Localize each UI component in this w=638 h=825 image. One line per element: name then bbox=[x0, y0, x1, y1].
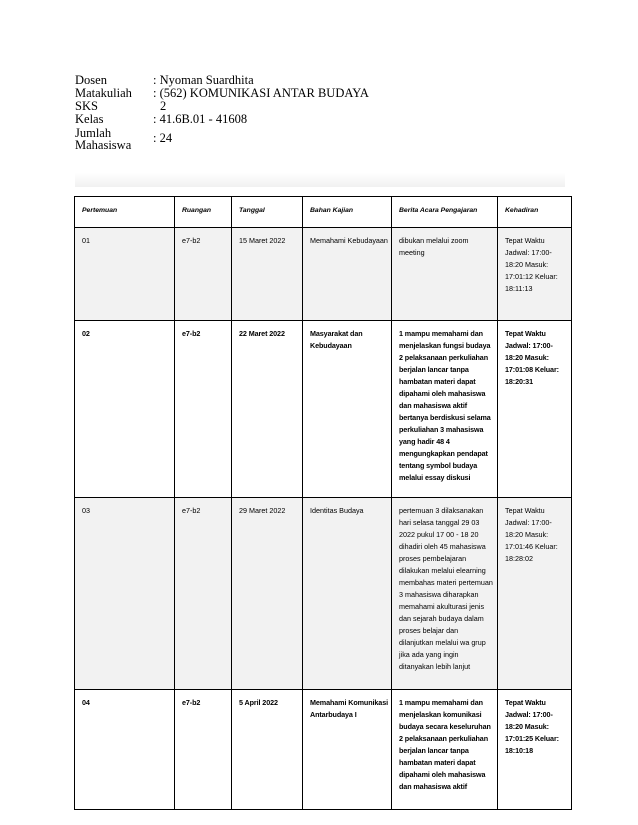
jumlah-label-line1: Jumlah bbox=[75, 125, 112, 140]
cell-kehadiran: Tepat Waktu Jadwal: 17:00-18:20 Masuk: 17:01:25 Keluar: 18:10:18 bbox=[498, 690, 572, 810]
cell-berita-acara: 1 mampu memahami dan menjelaskan fungsi budaya 2 pelaksanaan perkuliahan berjalan lancar tanpa hambatan materi dapat dipahami oleh mahasiswa dan mahasiswa aktif bertanya berdiskusi selama perkuliahan 3 mahasiswa yang hadir 48 4 mengungkapkan pendapat tentang symbol budaya melalui essay diskusi bbox=[392, 321, 498, 498]
cell-kehadiran: Tepat Waktu Jadwal: 17:00-18:20 Masuk: 17:01:46 Keluar: 18:28:02 bbox=[498, 498, 572, 690]
cell-kehadiran: Tepat Waktu Jadwal: 17:00-18:20 Masuk: 17:01:12 Keluar: 18:11:13 bbox=[498, 228, 572, 321]
cell-ruangan: e7-b2 bbox=[175, 690, 232, 810]
kelas-value: : 41.6B.01 - 41608 bbox=[153, 112, 248, 127]
cell-pertemuan: 02 bbox=[75, 321, 175, 498]
jumlah-value: : 24 bbox=[153, 131, 173, 146]
cell-bahan-kajian: Masyarakat dan Kebudayaan bbox=[303, 321, 392, 498]
dosen-label: Dosen bbox=[75, 73, 107, 87]
table-row bbox=[75, 228, 572, 321]
col-header-ruangan: Ruangan bbox=[175, 197, 232, 228]
cell-berita-acara: 1 mampu memahami dan menjelaskan komunikasi budaya secara keseluruhan 2 pelaksanaan perkuliahan berjalan lancar tanpa hambatan materi dapat dipahami oleh mahasiswa dan mahasiswa aktif bbox=[392, 690, 498, 810]
table-row bbox=[75, 498, 572, 690]
attendance-table bbox=[74, 196, 572, 810]
jumlah-label-line2: Mahasiswa bbox=[75, 138, 132, 152]
kelas-label: Kelas bbox=[75, 112, 104, 127]
dosen-value: : Nyoman Suardhita bbox=[153, 73, 254, 87]
sks-label: SKS bbox=[75, 99, 98, 114]
matakuliah-row bbox=[75, 87, 369, 100]
col-header-tanggal: Tanggal bbox=[232, 197, 303, 228]
matakuliah-label: Matakuliah bbox=[75, 86, 132, 101]
cell-ruangan: e7-b2 bbox=[175, 321, 232, 498]
cell-ruangan: e7-b2 bbox=[175, 498, 232, 690]
cell-berita-acara: pertemuan 3 dilaksanakan hari selasa tanggal 29 03 2022 pukul 17 00 - 18 20 dihadiri oleh 45 mahasiswa proses pembelajaran dilakukan melalui elearning membahas materi pertemuan 3 mahasiswa diharapkan memahami akulturasi jenis dan sejarah budaya dalam proses belajar dan dilanjutkan melalui wa grup jika ada yang ingin ditanyakan lebih lanjut bbox=[392, 498, 498, 690]
kelas-row bbox=[75, 113, 369, 126]
sks-value: 2 bbox=[160, 99, 167, 114]
col-header-bahan-kajian: Bahan Kajian bbox=[303, 197, 392, 228]
cell-bahan-kajian: Identitas Budaya bbox=[303, 498, 392, 690]
cell-tanggal: 29 Maret 2022 bbox=[232, 498, 303, 690]
col-header-berita-acara: Berita Acara Pengajaran bbox=[392, 197, 498, 228]
cell-ruangan: e7-b2 bbox=[175, 228, 232, 321]
cell-berita-acara: dibukan melalui zoom meeting bbox=[392, 228, 498, 321]
table-header-row bbox=[75, 197, 572, 228]
jumlah-label bbox=[75, 127, 153, 152]
cell-tanggal: 5 April 2022 bbox=[232, 690, 303, 810]
cell-bahan-kajian: Memahami Kebudayaan bbox=[303, 228, 392, 321]
cell-bahan-kajian: Memahami Komunikasi Antarbudaya I bbox=[303, 690, 392, 810]
cell-kehadiran: Tepat Waktu Jadwal: 17:00-18:20 Masuk: 17:01:08 Keluar: 18:20:31 bbox=[498, 321, 572, 498]
col-header-pertemuan: Pertemuan bbox=[75, 197, 175, 228]
course-info bbox=[75, 74, 369, 152]
matakuliah-value: : (562) KOMUNIKASI ANTAR BUDAYA bbox=[153, 86, 369, 101]
cell-pertemuan: 03 bbox=[75, 498, 175, 690]
jumlah-row bbox=[75, 127, 369, 152]
cell-pertemuan: 04 bbox=[75, 690, 175, 810]
table-row bbox=[75, 690, 572, 810]
cell-tanggal: 15 Maret 2022 bbox=[232, 228, 303, 321]
table-row bbox=[75, 321, 572, 498]
cell-pertemuan: 01 bbox=[75, 228, 175, 321]
section-divider bbox=[75, 173, 565, 187]
col-header-kehadiran: Kehadiran bbox=[498, 197, 572, 228]
cell-tanggal: 22 Maret 2022 bbox=[232, 321, 303, 498]
